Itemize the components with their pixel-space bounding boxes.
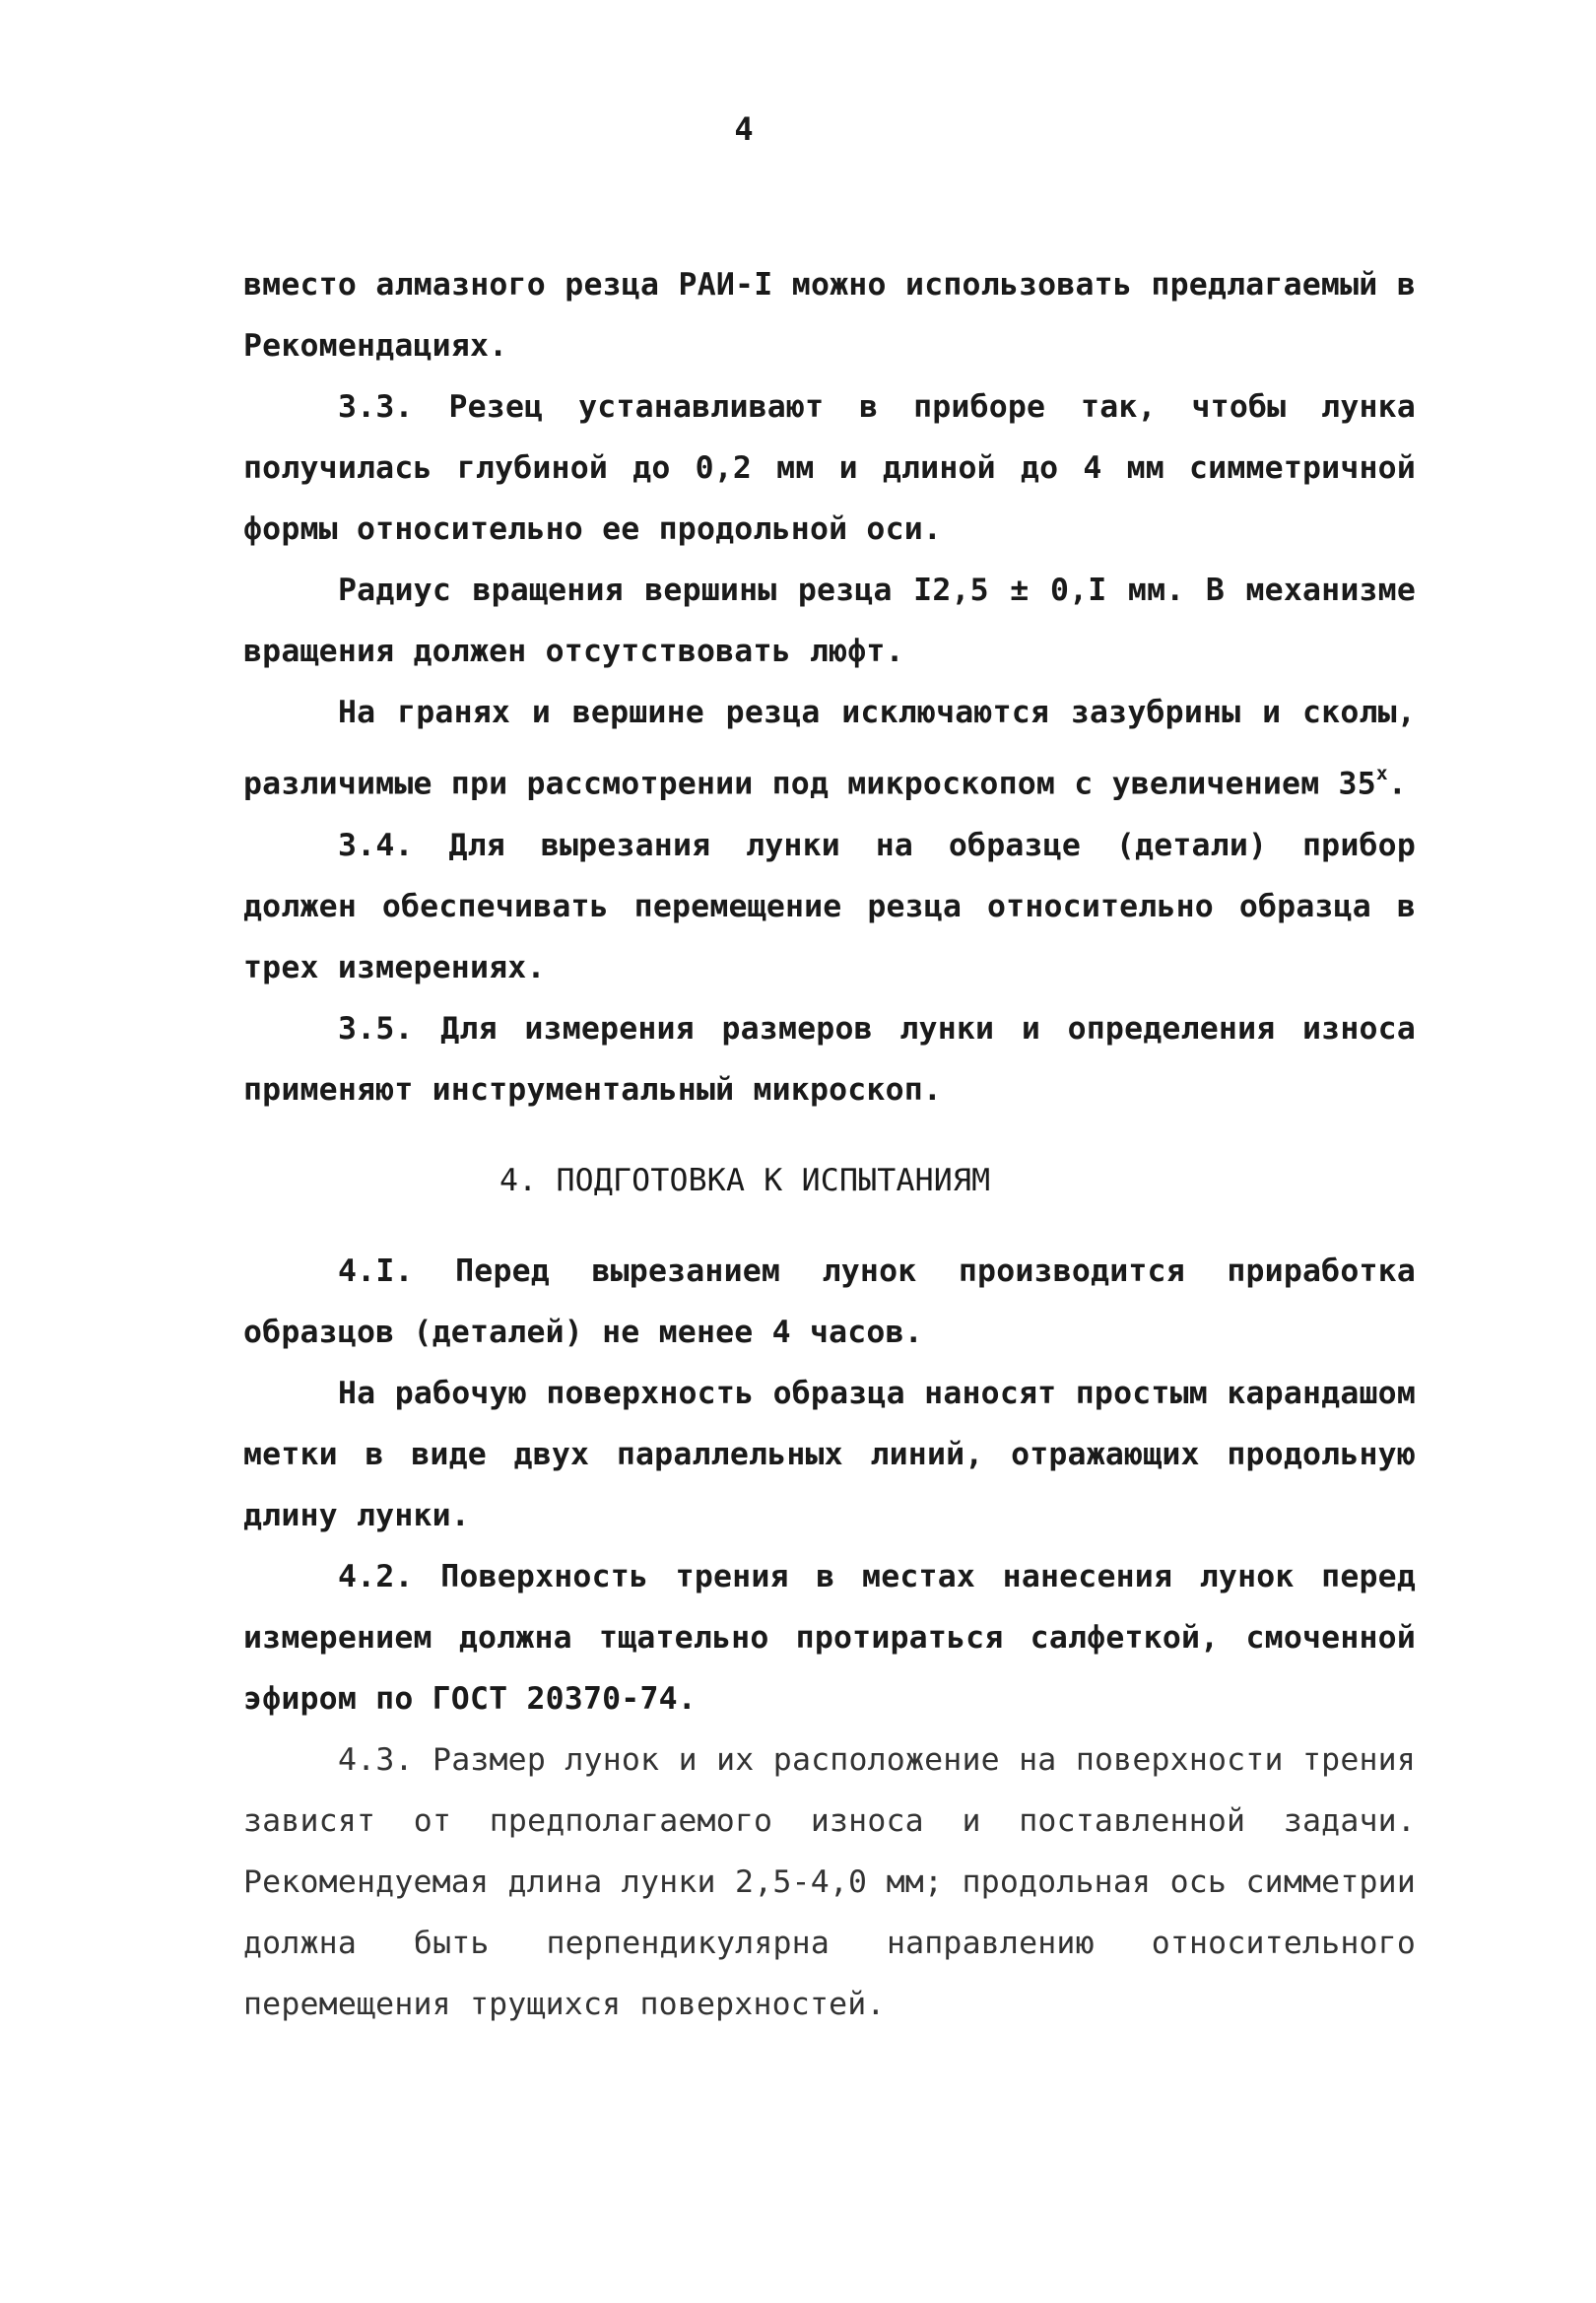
paragraph-4-1: 4.I. Перед вырезанием лунок производится приработка образцов (деталей) не менее 4 часов. — [243, 1253, 1416, 1350]
paragraph-edges-text: На гранях и вершине резца исключаются зазубрины и сколы, различимые при рассмотрении под микроскопом с увеличением 35 — [243, 695, 1416, 802]
document-body — [243, 254, 1416, 2035]
paragraph-4-2: 4.2. Поверхность трения в местах нанесения лунок перед измерением должна тщательно протираться салфеткой, смоченной эфиром по ГОСТ 20370-74. — [243, 1558, 1416, 1717]
paragraph-edges — [243, 682, 1416, 815]
paragraph-marks: На рабочую поверхность образца наносят простым карандашом метки в виде двух параллельных линий, отражающих продольную длину лунки. — [243, 1375, 1416, 1533]
paragraph-continuation: вместо алмазного резца РАИ-I можно использовать предлагаемый в Рекомендациях. — [243, 267, 1416, 364]
magnification-superscript: x — [1375, 762, 1388, 784]
paragraph-radius: Радиус вращения вершины резца I2,5 ± 0,I мм. В механизме вращения должен отсутствовать люфт. — [243, 573, 1416, 669]
section-heading: 4. ПОДГОТОВКА К ИСПЫТАНИЯМ — [499, 1162, 991, 1198]
paragraph-3-3: 3.3. Резец устанавливают в приборе так, чтобы лунка получилась глубиной до 0,2 мм и длиной до 4 мм симметричной формы относительно ее продольной оси. — [243, 389, 1416, 547]
page-number: 4 — [734, 110, 754, 148]
paragraph-3-5: 3.5. Для измерения размеров лунки и определения износа применяют инструментальный микроскоп. — [243, 1010, 1416, 1108]
paragraph-edges-end: . — [1387, 766, 1408, 802]
paragraph-3-4: 3.4. Для вырезания лунки на образце (детали) прибор должен обеспечивать перемещение резца относительно образца в трех измерениях. — [243, 827, 1416, 985]
paragraph-4-3: 4.3. Размер лунок и их расположение на поверхности трения зависят от предполагаемого износа и поставленной задачи. Рекомендуемая длина лунки 2,5-4,0 мм; продольная ось симметрии должна быть перпендикулярна направлению относительного перемещения трущихся поверхностей. — [243, 1741, 1416, 2022]
